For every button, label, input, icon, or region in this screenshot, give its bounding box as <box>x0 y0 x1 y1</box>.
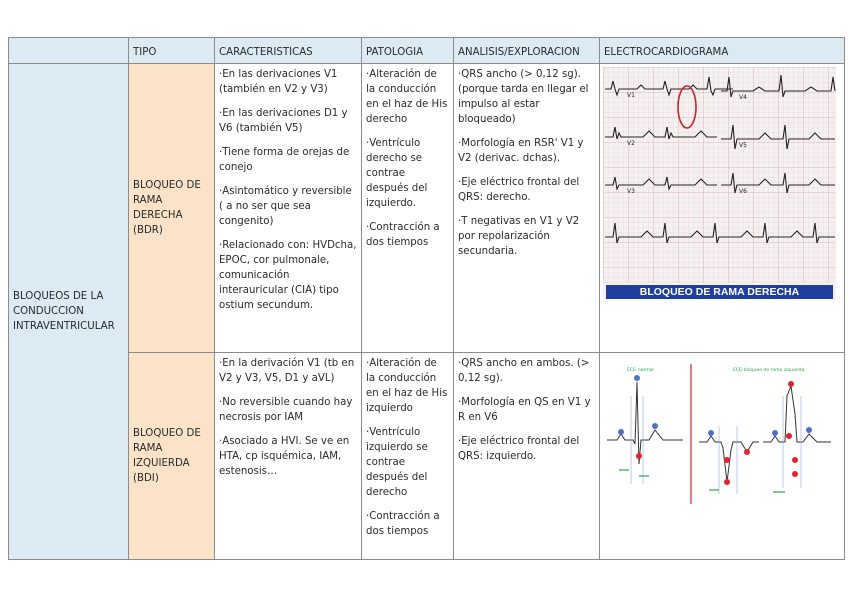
marker-blue <box>652 423 658 429</box>
bdi-diagram-svg <box>603 356 835 548</box>
bdr-analisis-item: ·Eje eléctrico frontal del QRS: derecho. <box>458 177 580 203</box>
bdr-ecg-image <box>603 67 836 299</box>
bdi-analisis-item: ·Morfología en QS en V1 y R en V6 <box>458 397 591 423</box>
lead-label: V4 <box>739 94 747 101</box>
bdr-analisis-item: ·T negativas en V1 y V2 por repolarización secundaria. <box>458 216 580 257</box>
diagram-title-normal: ECG normal <box>627 368 654 373</box>
marker-red <box>724 479 730 485</box>
ecg-grid <box>603 67 836 283</box>
bdi-patologia-item: ·Contracción a dos tiempos <box>366 511 440 537</box>
header-row <box>9 38 845 64</box>
lead-label: V1 <box>627 92 635 99</box>
bdi-patologia-item: ·Alteración de la conducción en el haz de His izquierdo <box>366 358 448 414</box>
bdi-analisis-item: ·QRS ancho en ambos. (> 0,12 sg). <box>458 358 590 384</box>
marker-blue <box>634 375 640 381</box>
bdi-caracteristicas-cell <box>215 353 362 560</box>
marker-blue <box>772 430 778 436</box>
marker-blue <box>806 427 812 433</box>
bdr-caracteristica: ·Relacionado con: HVDcha, EPOC, cor pulmonale, comunicación interauricular (CIA) tipo ostium secundum. <box>219 240 357 311</box>
group-label: BLOQUEOS DE LA CONDUCCION INTRAVENTRICULAR <box>13 291 115 332</box>
bdi-ecg-diagram <box>603 356 835 548</box>
bdr-tipo: BLOQUEO DE RAMA DERECHA (BDR) <box>133 180 201 236</box>
table-row-bdi <box>9 353 845 560</box>
lead-label: V2 <box>627 140 635 147</box>
bdr-ecg-traces <box>603 67 836 283</box>
lead-label: V6 <box>739 188 747 195</box>
header-patologia: PATOLOGIA <box>362 38 454 64</box>
bdr-patologia-item: ·Ventrículo derecho se contrae después del izquierdo. <box>366 138 428 209</box>
bdi-analisis-item: ·Eje eléctrico frontal del QRS: izquierdo. <box>458 436 580 462</box>
lead-label: V5 <box>739 142 747 149</box>
marker-red <box>744 449 750 455</box>
table-row-bdr <box>9 64 845 353</box>
bdi-patologia-cell <box>362 353 454 560</box>
bdr-ecg-cell <box>600 64 845 353</box>
bdr-patologia-item: ·Contracción a dos tiempos <box>366 222 440 248</box>
marker-blue <box>618 429 624 435</box>
lead-label: V3 <box>627 188 635 195</box>
bdi-patologia-item: ·Ventrículo izquierdo se contrae después del derecho <box>366 427 428 498</box>
bdi-tipo-cell <box>129 353 215 560</box>
normal-ecg-wave <box>607 382 683 464</box>
marker-blue <box>708 430 714 436</box>
bdr-patologia-cell <box>362 64 454 353</box>
diagram-title-bdi: ECG bloqueo de rama izquierda <box>733 368 805 373</box>
bdr-analisis-item: ·Morfología en RSR' V1 y V2 (derivac. dchas). <box>458 138 584 164</box>
conduction-blocks-table <box>8 37 845 560</box>
group-label-cell <box>9 64 129 560</box>
marker-red <box>724 457 730 463</box>
header-analisis: ANALISIS/EXPLORACION <box>454 38 600 64</box>
bdr-ecg-banner: BLOQUEO DE RAMA DERECHA <box>606 285 833 299</box>
marker-red <box>636 453 642 459</box>
bdi-caracteristica: ·Asociado a HVI. Se ve en HTA, cp isquémica, IAM, estenosis… <box>219 436 350 477</box>
bdi-tipo: BLOQUEO DE RAMA IZQUIERDA (BDI) <box>133 428 201 484</box>
header-caracteristicas: CARACTERISTICAS <box>215 38 362 64</box>
marker-red <box>792 457 798 463</box>
bdr-analisis-cell <box>454 64 600 353</box>
bdr-caracteristica: ·En las derivaciones D1 y V6 (también V5) <box>219 108 348 134</box>
marker-red <box>792 471 798 477</box>
bdr-caracteristica: ·Tiene forma de orejas de conejo <box>219 147 350 173</box>
bdr-caracteristica: ·En las derivaciones V1 (también en V2 y V3) <box>219 69 338 95</box>
header-tipo: TIPO <box>129 38 215 64</box>
bdr-analisis-item: ·QRS ancho (> 0,12 sg). (porque tarda en llegar el impulso al estar bloqueado) <box>458 69 589 125</box>
bdi-caracteristica: ·En la derivación V1 (tb en V2 y V3, V5, D1 y aVL) <box>219 358 355 384</box>
bdr-caracteristicas-cell <box>215 64 362 353</box>
marker-red <box>786 433 792 439</box>
bdr-caracteristica: ·Asintomático y reversible ( a no ser que sea congenito) <box>219 186 352 227</box>
marker-red <box>788 381 794 387</box>
header-empty <box>9 38 129 64</box>
bdi-caracteristica: ·No reversible cuando hay necrosis por IAM <box>219 397 353 423</box>
bdr-patologia-item: ·Alteración de la conducción en el haz de His derecho <box>366 69 448 125</box>
header-ecg: ELECTROCARDIOGRAMA <box>600 38 845 64</box>
bdi-analisis-cell <box>454 353 600 560</box>
bdi-ecg-cell <box>600 353 845 560</box>
bdr-tipo-cell <box>129 64 215 353</box>
